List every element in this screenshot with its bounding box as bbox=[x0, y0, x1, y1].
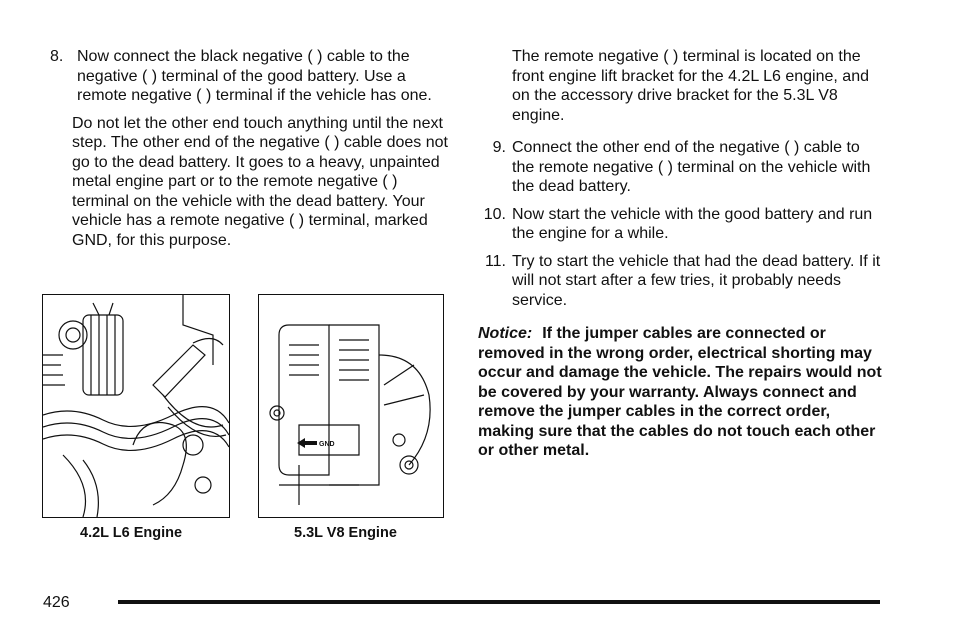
engine-illustration-l6 bbox=[42, 294, 230, 518]
page-number: 426 bbox=[43, 594, 70, 611]
step-11-text: Try to start the vehicle that had the dead battery. If it will not start after a few tries, it probably needs service. bbox=[512, 252, 881, 309]
notice-text: If the jumper cables are connected or removed in the wrong order, electrical shorting may occur and damage the vehicle. The repairs would not be covered by your warranty. Always connect and remove the jumper cables in the correct order, making sure that the cables do not touch each other or other metal. bbox=[478, 325, 882, 459]
gnd-arrow-icon bbox=[297, 438, 317, 448]
step-8-number: 8. bbox=[50, 48, 64, 65]
caption-v8: 5.3L V8 Engine bbox=[294, 525, 397, 541]
step-10 bbox=[478, 205, 882, 244]
notice-label: Notice: bbox=[478, 325, 533, 342]
step-11-number: 11. bbox=[484, 252, 506, 270]
step-10-text: Now start the vehicle with the good battery and run the engine for a while. bbox=[512, 205, 873, 242]
left-column bbox=[50, 47, 450, 262]
step-11 bbox=[478, 252, 882, 311]
left-paragraph: Do not let the other end touch anything until the next step. The other end of the negative ( ) cable does not go to the dead battery. It goes to a heavy, unpainted metal engine part or to the remote negative ( ) terminal on the vehicle with the dead battery. Your vehicle has a remote negative ( ) terminal, marked GND, for this purpose. bbox=[72, 114, 448, 249]
step-9 bbox=[478, 138, 882, 197]
v8-engine-drawing bbox=[259, 295, 443, 517]
caption-l6: 4.2L L6 Engine bbox=[80, 525, 183, 541]
step-9-number: 9. bbox=[492, 139, 506, 156]
notice-block bbox=[478, 324, 882, 461]
l6-engine-drawing bbox=[43, 295, 229, 517]
right-paragraph: The remote negative ( ) terminal is located on the front engine lift bracket for the 4.2L L6 engine, and on the accessory drive bracket for the 5.3L V8 engine. bbox=[512, 48, 869, 124]
engine-illustration-v8 bbox=[258, 294, 444, 518]
right-column bbox=[478, 47, 882, 461]
step-9-text: Connect the other end of the negative ( ) cable to the remote negative ( ) terminal on the vehicle with the dead battery. bbox=[512, 139, 871, 195]
step-8-text: Now connect the black negative ( ) cable to the negative ( ) terminal of the good battery. Use a remote negative ( ) terminal if the vehicle has one. bbox=[77, 48, 432, 104]
step-10-number: 10. bbox=[483, 205, 506, 223]
gnd-label: GND bbox=[319, 441, 335, 448]
footer-rule bbox=[118, 600, 880, 604]
step-8 bbox=[50, 47, 450, 106]
